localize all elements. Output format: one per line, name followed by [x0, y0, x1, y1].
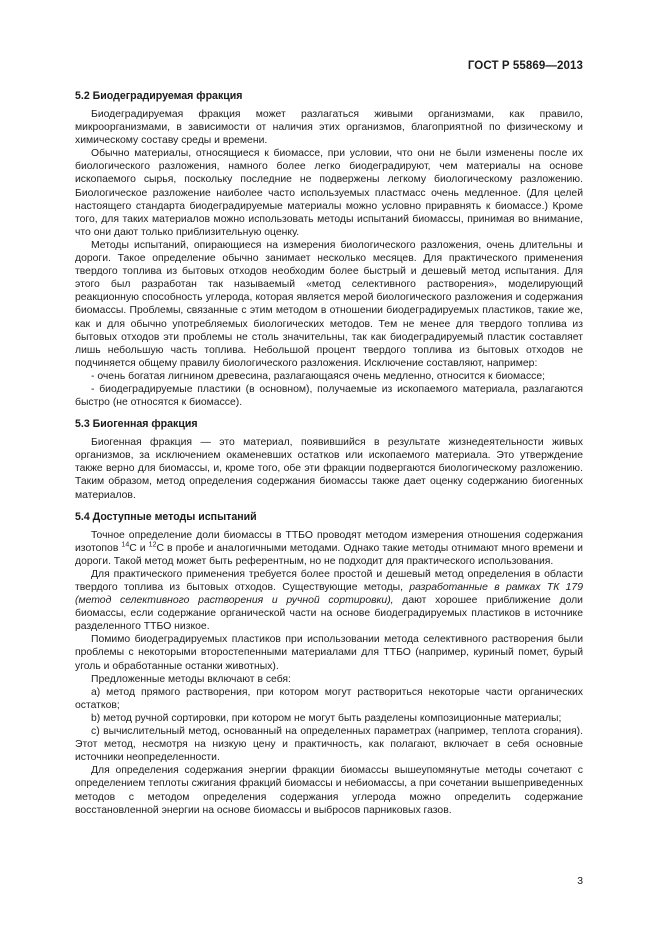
superscript: 12	[148, 541, 157, 549]
paragraph	[75, 529, 583, 568]
list-item: а) метод прямого растворения, при котором могут раствориться некоторые части органических остатков;	[75, 686, 583, 711]
paragraph: Методы испытаний, опирающиеся на измерения биологического разложения, очень длительны и дороги. Такое определение обычно занимает несколько месяцев. Для практического применения твердого топлива из бытовых отходов необходим более быстрый и дешевый метод испытания. Для этого был разработан так называемый «метод селективного растворения», моделирующий реакционную способность углерода, которая является мерой биологического разложения и содержания биомассы. Проблемы, связанные с этим методом в отношении биодеградируемых пластиков, такие же, как и для обычно употребляемых биологических методов. Тем не менее для твердого топлива из бытовых отходов эти проблемы не столь значительны, так как биодеградируемый пластик составляет лишь небольшую часть топлива. Небольшой процент твердого топлива из бытовых отходов не подчиняется общему правилу биологического разложения. Исключение составляют, например:	[75, 239, 583, 369]
paragraph: Предложенные методы включают в себя:	[91, 673, 291, 685]
document-header: ГОСТ Р 55869—2013	[467, 60, 583, 72]
text-run: C и	[129, 542, 149, 554]
paragraph: Обычно материалы, относящиеся к биомассе, при условии, что они не были изменены после их биологического разложения, намного более легко биодеградируют, чем материалы на основе ископаемого сырья, поскольку последние не подвержены легкому биологическому разложению. Биологическое разложение наиболее часто используемых пластмасс очень медленное. (Для целей настоящего стандарта биодеградируемые материалы можно условно приравнять к биомассе.) Кроме того, для таких материалов можно использовать методы испытаний биомассы, принимая во внимание, что они дают только приблизительную оценку.	[75, 148, 583, 238]
paragraph	[75, 568, 583, 633]
paragraph: Помимо биодеградируемых пластиков при использовании метода селективного растворения были проблемы с некоторыми второстепенными материалами для ТТБО (например, куриный помет, бурый уголь и обработанные останки животных).	[75, 634, 583, 672]
page-number: 3	[577, 876, 583, 887]
section-title: 5.2 Биодеградируемая фракция	[75, 90, 243, 102]
italic-text: разработанные в рамках ТК 179 (метод селективного растворения и ручной сортировки),	[75, 582, 583, 607]
list-item: с) вычислительный метод, основанный на определенных параметрах (например, теплота сгорания). Этот метод, несмотря на низкую цену и практичность, как полагают, включает в себя основные источники неопределенности.	[75, 726, 583, 764]
paragraph: Для определения содержания энергии фракции биомассы вышеупомянутые методы сочетают с определением теплоты сжигания фракций биомассы и небиомассы, а при сочетании вышеприведенных методов с методом определения содержания углерода можно определить содержание восстановленной энергии на основе биомассы и выбросов парниковых газов.	[75, 765, 583, 816]
list-item: - очень богатая лигнином древесина, разлагающаяся очень медленно, относится к биомассе;	[91, 370, 545, 382]
paragraph: Биодеградируемая фракция может разлагаться живыми организмами, как правило, микроорганизмами, в зависимости от наличия этих организмов, благоприятной по физическому и химическому составу среды и времени.	[75, 109, 583, 147]
section-title: 5.3 Биогенная фракция	[75, 418, 198, 431]
text-run: дают хорошее приближение доли биомассы, если содержание органической части на основе биодеградируемых пластиков в источнике разделенного ТТБО низкое.	[75, 595, 583, 633]
section-5-3	[75, 418, 583, 501]
list-item: b) метод ручной сортировки, при котором не могут быть разделены композиционные материалы;	[91, 712, 562, 724]
text-run: Для практического применения требуется более простой и дешевый метод определения в области твердого топлива из бытовых отходов. Существующие методы,	[75, 568, 583, 593]
text-run: C в пробе и аналогичными методами. Однако такие методы отнимают много времени и дороги. Такой метод может быть референтным, но не подходит для практического использования.	[75, 542, 583, 567]
list-item: - биодеградируемые пластики (в основном), получаемые из ископаемого материала, разлагаются быстро (не относятся к биомассе).	[75, 383, 583, 409]
section-title: 5.4 Доступные методы испытаний	[75, 510, 257, 523]
superscript: 14	[121, 541, 130, 549]
text-run: Точное определение доли биомассы в ТТБО проводят методом измерения отношения содержания изотопов	[75, 529, 583, 554]
section-5-2	[75, 90, 583, 409]
document-body	[75, 90, 583, 817]
section-5-4	[75, 511, 583, 817]
paragraph: Биогенная фракция — это материал, появившийся в результате жизнедеятельности живых организмов, за исключением окаменевших остатков или ископаемого материала. Это утверждение также верно для биомассы, и, кроме того, обе эти фракции подвергаются биологическому разложению. Таким образом, метод определения содержания биомассы также дает оценку содержанию биогенных материалов.	[75, 437, 583, 501]
